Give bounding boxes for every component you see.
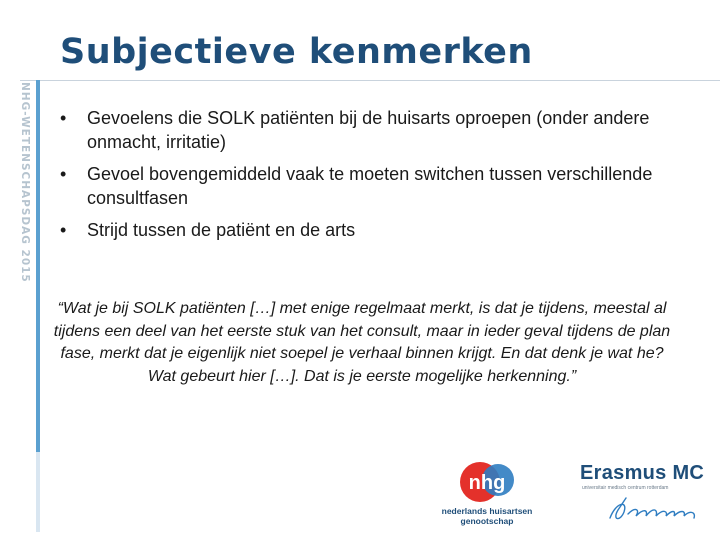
title-divider xyxy=(20,80,720,81)
nhg-logo-icon xyxy=(450,458,520,510)
nhg-logo xyxy=(432,458,542,530)
bullet-text: Gevoel bovengemiddeld vaak te moeten switchen tussen verschillende consultfasen xyxy=(87,164,653,208)
erasmus-signature-icon xyxy=(606,492,700,526)
erasmus-mc-name: Erasmus MC xyxy=(580,462,705,484)
bullet-item xyxy=(60,218,710,242)
interview-quote: “Wat je bij SOLK patiënten […] met enige regelmaat merkt, is dat je tijdens, meestal al tijdens een deel van het eerste stuk van het consult, maar in ieder geval tijdens de plan fase, merkt dat je eigenlijk niet soepel je verhaal binnen krijgt. En dat denk je wat he? Wat gebeurt hier […]. Dat is je eerste mogelijke herkenning.” xyxy=(53,300,671,385)
bullet-item xyxy=(60,106,710,154)
nhg-label-line1: nederlands huisartsen xyxy=(441,506,533,516)
slide-title: Subjectieve kenmerken xyxy=(60,32,533,72)
bullet-dot: • xyxy=(60,164,67,184)
side-accent-stripe-lower xyxy=(36,452,40,532)
bullet-list xyxy=(60,106,710,250)
nhg-logo-label xyxy=(432,506,542,526)
bullet-dot: • xyxy=(60,108,67,128)
nhg-label-line2: genootschap xyxy=(460,516,514,526)
bullet-text: Strijd tussen de patiënt en de arts xyxy=(87,220,356,240)
erasmus-mc-logo xyxy=(580,462,705,528)
bullet-text: Gevoelens die SOLK patiënten bij de huisarts oproepen (onder andere onmacht, irritatie) xyxy=(87,108,650,152)
side-event-label: NHG-WETENSCHAPSDAG 2015 xyxy=(19,82,31,283)
bullet-dot: • xyxy=(60,220,67,240)
bullet-item xyxy=(60,162,710,210)
nhg-mark-text: nhg xyxy=(468,472,506,494)
erasmus-mc-subtitle: universitair medisch centrum rotterdam xyxy=(582,485,669,491)
side-accent-stripe xyxy=(36,80,40,452)
